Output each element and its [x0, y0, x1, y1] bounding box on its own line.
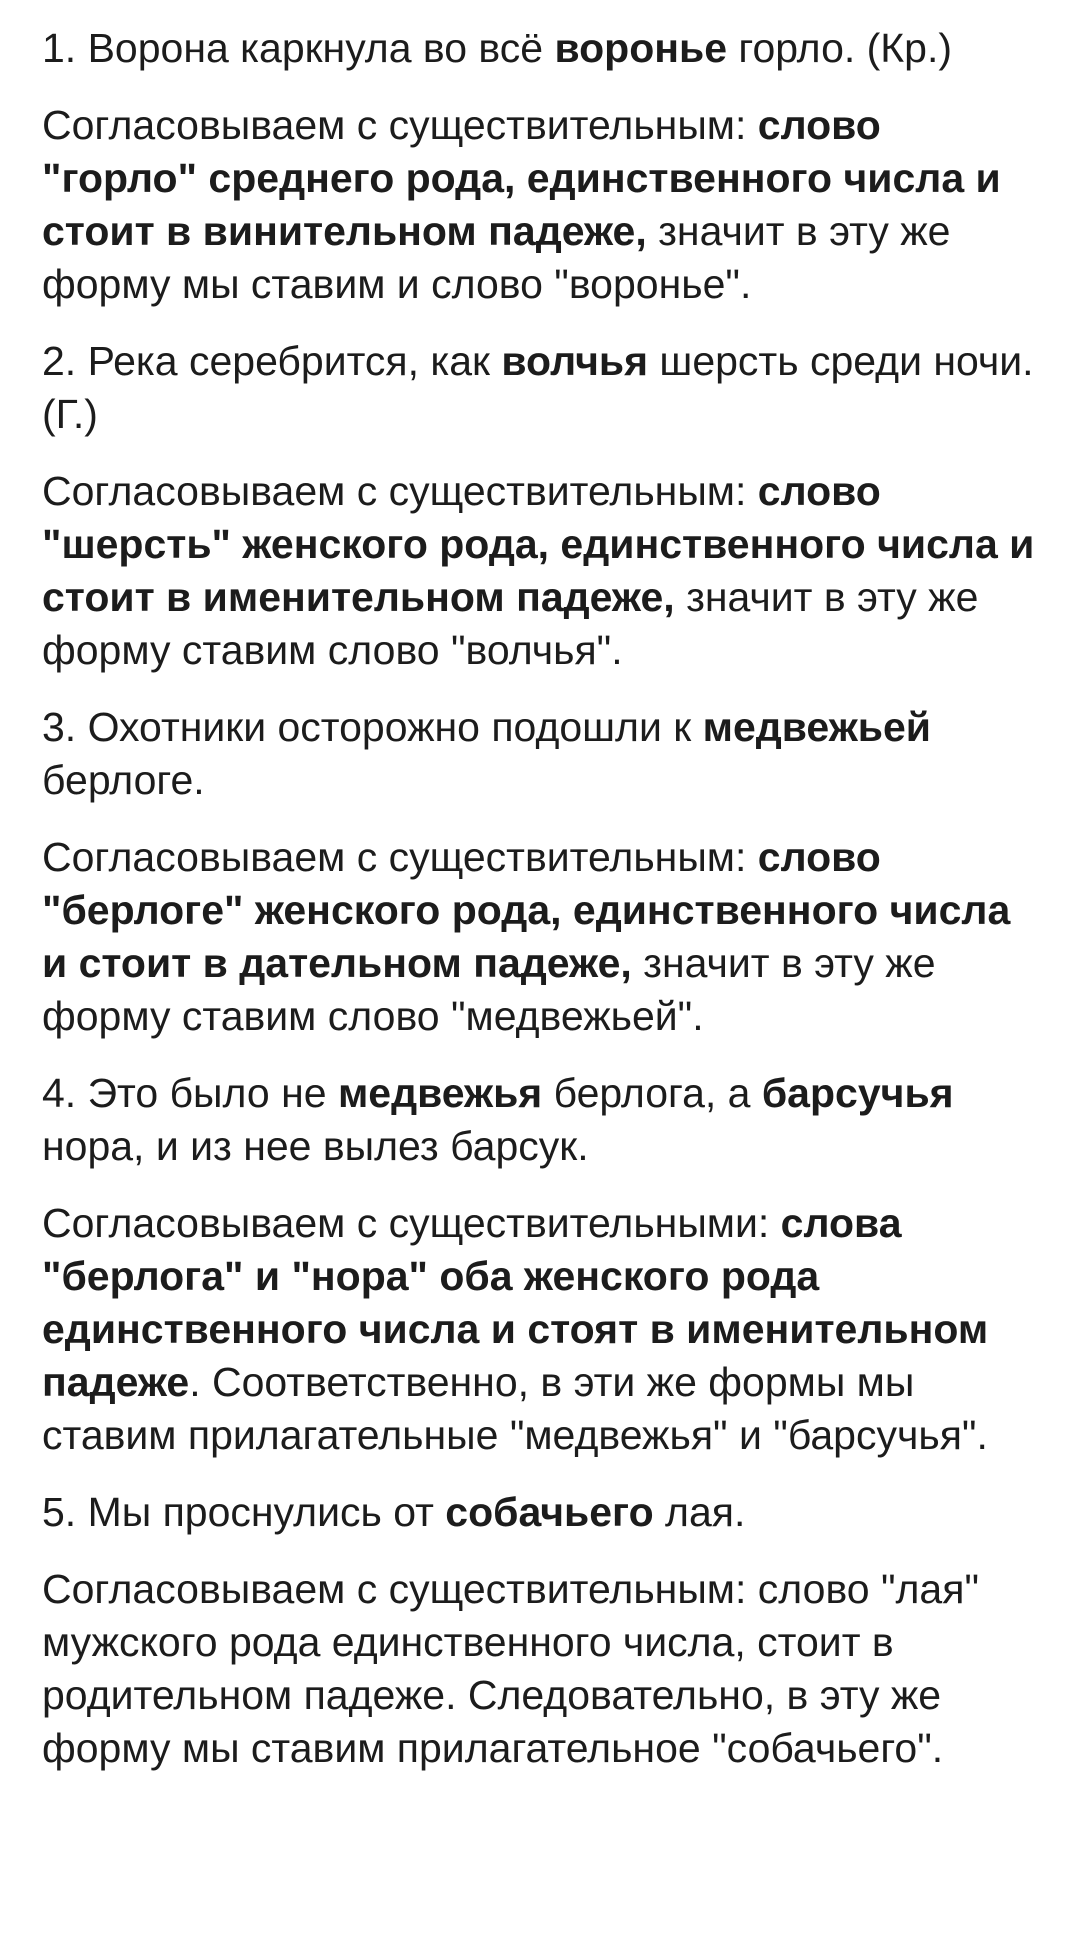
text-fragment: берлоге.: [42, 757, 205, 803]
text-fragment: Согласовываем с существительными:: [42, 1200, 781, 1246]
text-fragment: 3. Охотники осторожно подошли к: [42, 704, 703, 750]
exercise-answer-list: [42, 22, 1035, 1775]
text-fragment: Согласовываем с существительным:: [42, 468, 758, 514]
text-fragment: шерсть среди ночи. (Г.): [42, 338, 1034, 437]
text-fragment: . Соответственно, в эти же формы мы ставим прилагательные "медвежья" и "барсучья".: [42, 1359, 988, 1458]
agreement-explanation: [42, 465, 1035, 677]
example-sentence: [42, 701, 1035, 807]
text-fragment: Согласовываем с существительным:: [42, 834, 758, 880]
text-fragment: Согласовываем с существительным:: [42, 102, 758, 148]
bold-fragment: слово "берлоге" женского рода, единственного числа и стоит в дательном падеже,: [42, 834, 1011, 986]
text-fragment: значит в эту же форму мы ставим и слово "воронье".: [42, 208, 951, 307]
text-fragment: 2. Река серебрится, как: [42, 338, 502, 384]
bold-fragment: слово "горло" среднего рода, единственного числа и стоит в винительном падеже,: [42, 102, 1001, 254]
bold-fragment: слово "шерсть" женского рода, единственного числа и стоит в именительном падеже,: [42, 468, 1035, 620]
bold-fragment: барсучья: [761, 1070, 954, 1116]
example-sentence: [42, 1067, 1035, 1173]
example-sentence: [42, 1486, 1035, 1539]
text-fragment: Согласовываем с существительным: слово "лая" мужского рода единственного числа, стоит в родительном падеже. Следовательно, в эту же форму мы ставим прилагательное "собачьего".: [42, 1566, 979, 1771]
example-sentence: [42, 22, 1035, 75]
text-fragment: значит в эту же форму ставим слово "волчья".: [42, 574, 979, 673]
text-fragment: значит в эту же форму ставим слово "медвежьей".: [42, 940, 936, 1039]
example-sentence: [42, 335, 1035, 441]
bold-fragment: медвежьей: [702, 704, 931, 750]
text-fragment: горло. (Кр.): [727, 25, 953, 71]
agreement-explanation: [42, 99, 1035, 311]
bold-fragment: собачьего: [445, 1489, 654, 1535]
agreement-explanation: [42, 1563, 1035, 1775]
text-fragment: берлога, а: [542, 1070, 762, 1116]
text-fragment: 4. Это было не: [42, 1070, 338, 1116]
bold-fragment: медвежья: [337, 1070, 543, 1116]
text-fragment: 5. Мы проснулись от: [42, 1489, 446, 1535]
bold-fragment: волчья: [501, 338, 649, 384]
text-fragment: 1. Ворона каркнула во всё: [42, 25, 555, 71]
agreement-explanation: [42, 831, 1035, 1043]
text-fragment: нора, и из нее вылез барсук.: [42, 1123, 589, 1169]
bold-fragment: слова "берлога" и "нора" оба женского рода единственного числа и стоят в именительном падеже: [42, 1200, 989, 1405]
bold-fragment: воронье: [554, 25, 728, 71]
agreement-explanation: [42, 1197, 1035, 1462]
text-fragment: лая.: [653, 1489, 746, 1535]
